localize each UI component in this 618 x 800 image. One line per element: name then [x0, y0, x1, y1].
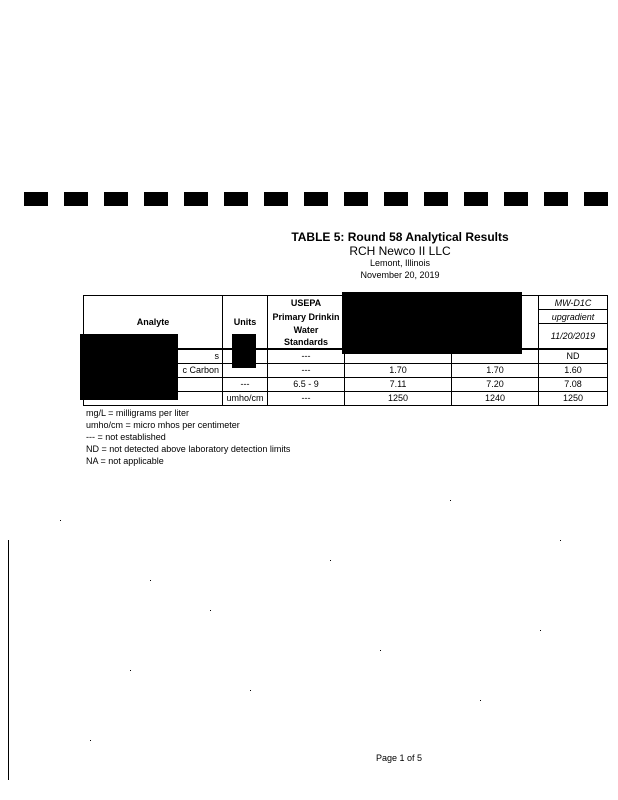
standard-cell: ---: [268, 349, 345, 364]
footnotes: [86, 407, 290, 467]
note-line: umho/cm = micro mhos per centimeter: [86, 420, 240, 430]
usepa-header-2: Primary Drinkin: [268, 310, 345, 324]
redaction-dash: [264, 192, 288, 206]
units-cell: ---: [223, 377, 268, 391]
redaction-dash: [344, 192, 368, 206]
value-cell: 1240: [452, 391, 539, 405]
value-cell: 1250: [345, 391, 452, 405]
redaction-dash: [304, 192, 328, 206]
value-cell: 7.08: [539, 377, 608, 391]
redaction-dash: [224, 192, 248, 206]
note-line: mg/L = milligrams per liter: [86, 408, 189, 418]
redaction-dash: [584, 192, 608, 206]
value-cell: 1.60: [539, 363, 608, 377]
scan-speck: [210, 610, 211, 611]
scan-speck: [330, 560, 331, 561]
value-cell: 7.11: [345, 377, 452, 391]
redaction-box-units: [232, 334, 256, 368]
redaction-dash: [384, 192, 408, 206]
value-cell: 1.70: [345, 363, 452, 377]
scan-speck: [380, 650, 381, 651]
scan-speck: [450, 500, 451, 501]
scan-speck: [130, 670, 131, 671]
redaction-dash: [104, 192, 128, 206]
redaction-band: [24, 192, 608, 206]
report-date: November 20, 2019: [360, 270, 440, 280]
redaction-dash: [464, 192, 488, 206]
redaction-dash: [184, 192, 208, 206]
usepa-header-1: USEPA: [268, 296, 345, 310]
usepa-header-3: Water Standards: [268, 324, 345, 349]
units-cell: umho/cm: [223, 391, 268, 405]
scan-speck: [90, 740, 91, 741]
standard-cell: 6.5 - 9: [268, 377, 345, 391]
well-date: 11/20/2019: [539, 324, 608, 349]
scan-speck: [60, 520, 61, 521]
value-cell: ND: [539, 349, 608, 364]
value-cell: 1.70: [452, 363, 539, 377]
note-line: NA = not applicable: [86, 456, 164, 466]
redaction-box-header: [342, 292, 522, 354]
redaction-dash: [504, 192, 528, 206]
scan-speck: [480, 700, 481, 701]
page-number: Page 1 of 5: [376, 753, 423, 763]
units-header: Units: [223, 296, 268, 349]
redaction-dash: [544, 192, 568, 206]
standard-cell: ---: [268, 363, 345, 377]
redaction-dash: [24, 192, 48, 206]
location: Lemont, Illinois: [369, 258, 431, 268]
well-id: MW-D1C: [539, 296, 608, 310]
value-cell: 7.20: [452, 377, 539, 391]
redaction-dash: [144, 192, 168, 206]
analyte-cell: s: [84, 349, 223, 364]
note-line: --- = not established: [86, 432, 166, 442]
scan-speck: [250, 690, 251, 691]
well-position: upgradient: [539, 310, 608, 324]
analyte-cell: c Carbon: [84, 363, 223, 377]
analyte-header: Analyte: [84, 296, 223, 349]
redaction-dash: [64, 192, 88, 206]
scan-speck: [150, 580, 151, 581]
standard-cell: ---: [268, 391, 345, 405]
note-line: ND = not detected above laboratory detection limits: [86, 444, 291, 454]
redaction-box-analyte: [80, 334, 178, 400]
scan-speck: [560, 540, 561, 541]
redaction-dash: [424, 192, 448, 206]
scan-speck: [540, 630, 541, 631]
company-name: RCH Newco II LLC: [349, 244, 451, 258]
value-cell: 1250: [539, 391, 608, 405]
scan-edge-line: [8, 540, 9, 780]
table-title: TABLE 5: Round 58 Analytical Results: [291, 230, 509, 244]
